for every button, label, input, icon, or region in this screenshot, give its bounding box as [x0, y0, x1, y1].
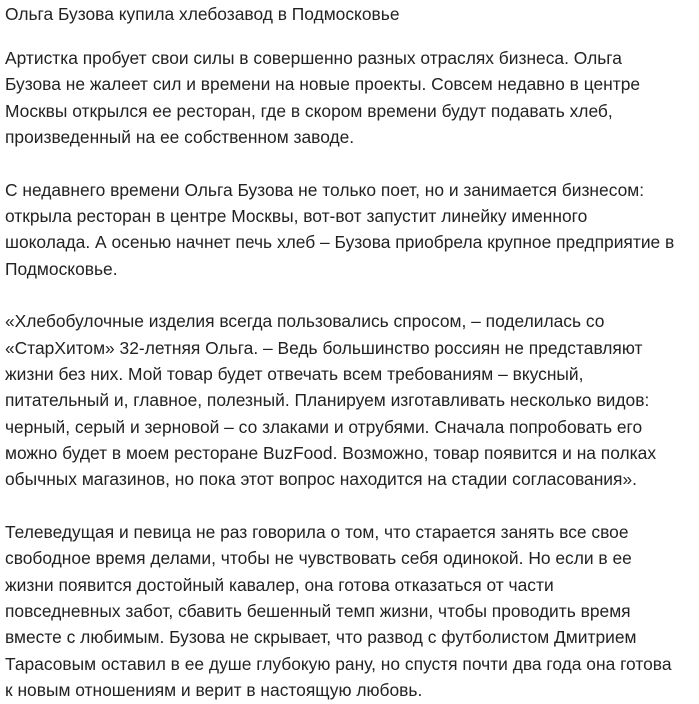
paragraph-line: Москвы открылся ее ресторан, где в скором времени будут подавать хлеб,: [5, 100, 613, 121]
paragraph-line: Тарасовым оставил в ее душе глубокую рану, но спустя почти два года она готова: [5, 653, 672, 674]
paragraph-line: повседневных забот, сбавить бешенный темп жизни, чтобы проводить время: [5, 601, 631, 622]
paragraph-1: [5, 45, 690, 151]
paragraph-line: Подмосковье.: [5, 258, 118, 279]
paragraph-line: жизни без них. Мой товар будет отвечать всем требованиям – вкусный,: [5, 363, 584, 384]
paragraph-line: питательный и, главное, полезный. Планируем изготавливать несколько видов:: [5, 390, 650, 411]
article-title: Ольга Бузова купила хлебозавод в Подмосковье: [5, 4, 400, 24]
paragraph-3-quote: [5, 308, 690, 493]
paragraph-line: шоколада. А осенью начнет печь хлеб – Бузова приобрела крупное предприятие в: [5, 232, 675, 253]
paragraph-2: [5, 177, 690, 283]
article: [5, 0, 690, 704]
paragraph-line: открыла ресторан в центре Москвы, вот-вот запустит линейку именного: [5, 205, 588, 226]
paragraph-line: свободное время делами, чтобы не чувствовать себя одинокой. Но если в ее: [5, 548, 632, 569]
paragraph-line: черный, серый и зерновой – со злаками и отрубями. Сначала попробовать его: [5, 416, 643, 437]
paragraph-line: Бузова не жалеет сил и времени на новые проекты. Совсем недавно в центре: [5, 74, 641, 95]
paragraph-line: обычных магазинов, но пока этот вопрос находится на стадии согласования».: [5, 469, 637, 490]
paragraph-line: Телеведущая и певица не раз говорила о том, что старается занять все свое: [5, 521, 629, 542]
paragraph-line: Артистка пробует свои силы в совершенно разных отраслях бизнеса. Ольга: [5, 48, 622, 68]
paragraph-4: [5, 519, 690, 704]
paragraph-line: жизни появится достойный кавалер, она готова отказаться от части: [5, 574, 554, 595]
paragraph-line: вместе с любимым. Бузова не скрывает, что развод с футболистом Дмитрием: [5, 627, 637, 648]
paragraph-line: «СтарХитом» 32-летняя Ольга. – Ведь большинство россиян не представляют: [5, 337, 643, 358]
paragraph-line: произведенный на ее собственном заводе.: [5, 127, 355, 148]
paragraph-line: к новым отношениям и верит в настоящую любовь.: [5, 680, 423, 701]
paragraph-line: «Хлебобулочные изделия всегда пользовались спросом, – поделилась со: [5, 311, 605, 332]
paragraph-line: С недавнего времени Ольга Бузова не только поет, но и занимается бизнесом:: [5, 179, 645, 200]
paragraph-line: можно будет в моем ресторане BuzFood. Возможно, товар появится и на полках: [5, 443, 657, 464]
